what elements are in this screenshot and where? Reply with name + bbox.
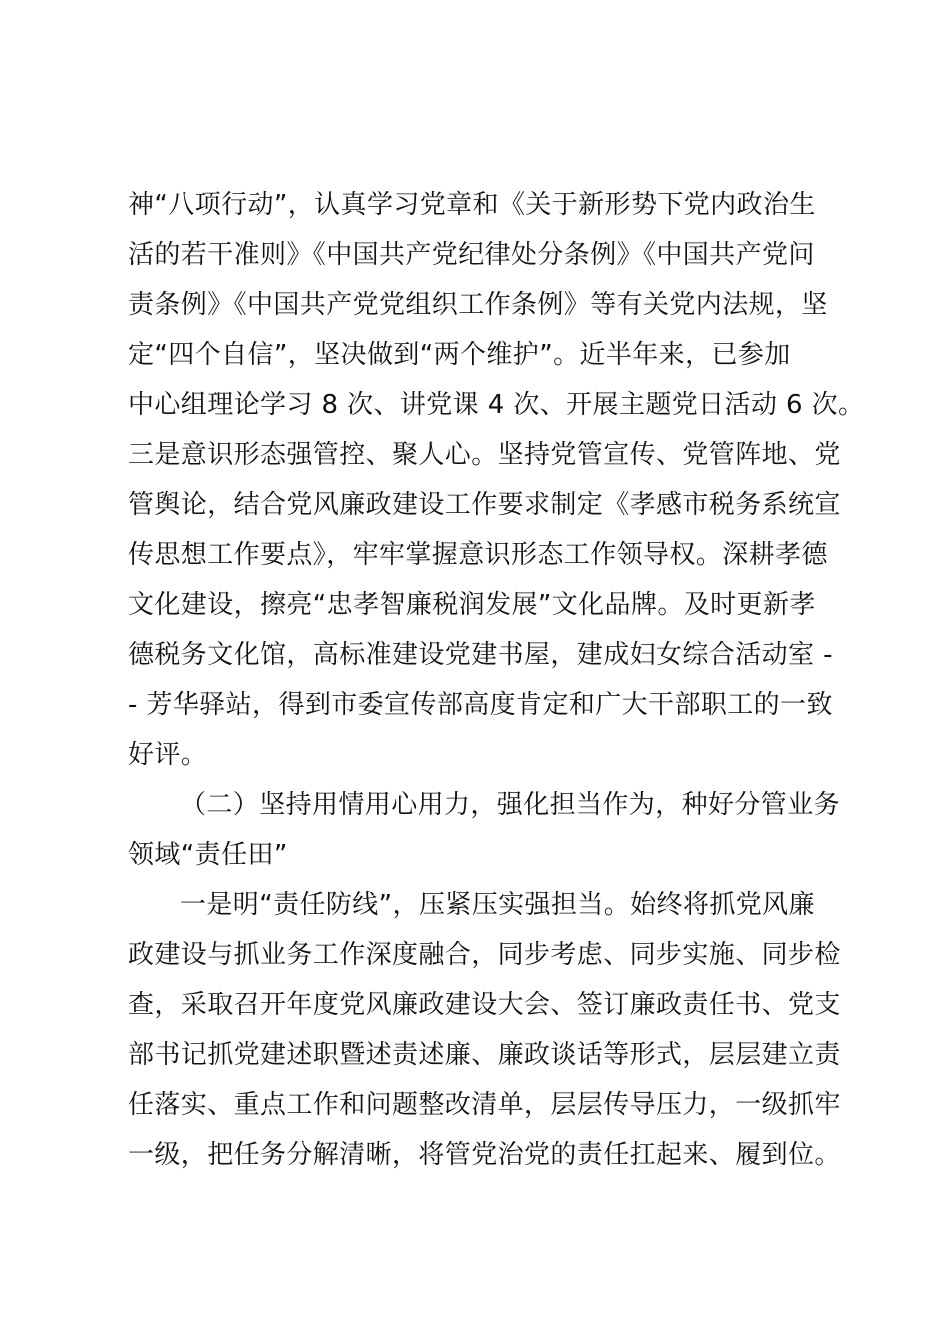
text-line: 责条例》《中国共产党党组织工作条例》等有关党内法规，坚 xyxy=(128,290,828,320)
section-heading-continued: 领域“责任田” xyxy=(128,840,288,870)
text-line: 查，采取召开年度党风廉政建设大会、签订廉政责任书、党支 xyxy=(128,990,841,1020)
paragraph-first-line: 一是明“责任防线”，压紧压实强担当。始终将抓党风廉 xyxy=(180,890,815,920)
text-line: 神“八项行动”，认真学习党章和《关于新形势下党内政治生 xyxy=(128,190,816,220)
text-line: 政建设与抓业务工作深度融合，同步考虑、同步实施、同步检 xyxy=(128,940,841,970)
text-line: 好评。 xyxy=(128,740,208,770)
text-line: 定“四个自信”，坚决做到“两个维护”。近半年来，已参加 xyxy=(128,340,791,370)
text-line: 传思想工作要点》，牢牢掌握意识形态工作领导权。深耕孝德 xyxy=(128,540,828,570)
text-line: 一级，把任务分解清晰，将管党治党的责任扛起来、履到位。 xyxy=(128,1140,841,1170)
text-line: 任落实、重点工作和问题整改清单，层层传导压力，一级抓牢 xyxy=(128,1090,841,1120)
text-line: 活的若干准则》《中国共产党纪律处分条例》《中国共产党问 xyxy=(128,240,815,270)
text-line: 部书记抓党建述职暨述责述廉、廉政谈话等形式，层层建立责 xyxy=(128,1040,841,1070)
text-line: 文化建设，擦亮“忠孝智廉税润发展”文化品牌。及时更新孝 xyxy=(128,590,816,620)
text-line: 德税务文化馆，高标准建设党建书屋，建成妇女综合活动室 - xyxy=(128,640,833,670)
text-line: - 芳华驿站，得到市委宣传部高度肯定和广大干部职工的一致 xyxy=(128,690,833,720)
section-heading: （二）坚持用情用心用力，强化担当作为，种好分管业务 xyxy=(180,790,841,820)
text-line: 管舆论，结合党风廉政建设工作要求制定《孝感市税务系统宣 xyxy=(128,490,841,520)
text-line: 中心组理论学习 8 次、讲党课 4 次、开展主题党日活动 6 次。 xyxy=(128,390,865,420)
text-line: 三是意识形态强管控、聚人心。坚持党管宣传、党管阵地、党 xyxy=(128,440,841,470)
